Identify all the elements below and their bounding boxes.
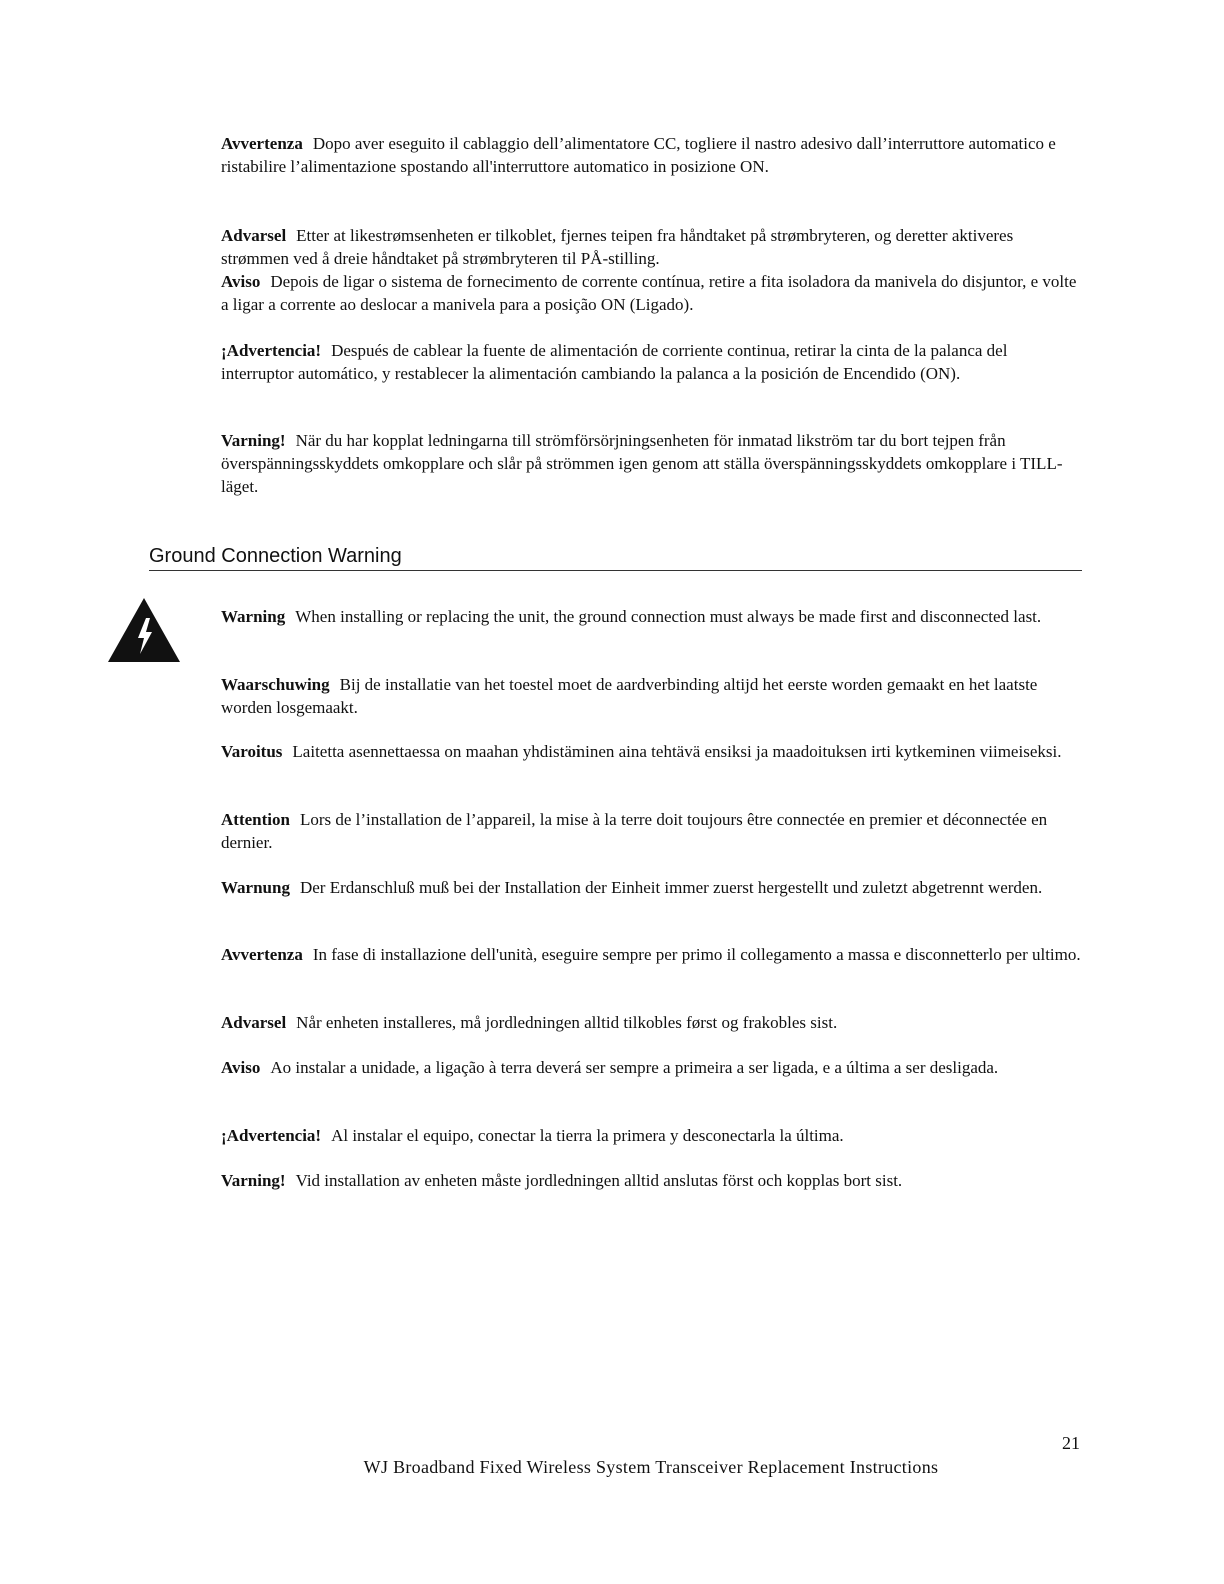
warning-keyword: Aviso <box>221 1058 261 1077</box>
warning-text: Depois de ligar o sistema de fornecimento de corrente contínua, retire a fita isoladora da manivela do disjuntor, e volte a ligar a corrente ao deslocar a manivela para a posição ON (Ligado). <box>221 272 1077 314</box>
warning-text: Bij de installatie van het toestel moet de aardverbinding altijd het eerste worden gemaakt en het laatste worden losgemaakt. <box>221 675 1038 717</box>
section-heading: Ground Connection Warning <box>149 543 1082 571</box>
ground-warning-english <box>221 605 1081 628</box>
ground-warning-finnish <box>221 740 1081 763</box>
warning-text: Dopo aver eseguito il cablaggio dell’alimentatore CC, togliere il nastro adesivo dall’interruttore automatico e ristabilire l’alimentazione spostando all'interruttore automatico in posizione ON. <box>221 134 1056 176</box>
warning-keyword: Varoitus <box>221 742 283 761</box>
ground-warning-italian <box>221 943 1081 966</box>
ground-warning-swedish <box>221 1169 1081 1192</box>
ground-warning-dutch <box>221 673 1081 719</box>
warning-text: Lors de l’installation de l’appareil, la mise à la terre doit toujours être connectée en premier et déconnectée en dernier. <box>221 810 1048 852</box>
warning-keyword: Aviso <box>221 272 261 291</box>
warning-italian-top <box>221 132 1081 178</box>
warning-text: Der Erdanschluß muß bei der Installation der Einheit immer zuerst hergestellt und zuletzt abgetrennt werden. <box>299 878 1043 897</box>
warning-text: Ao instalar a unidade, a ligação à terra deverá ser sempre a primeira a ser ligada, e a última a ser desligada. <box>270 1058 999 1077</box>
warning-keyword: Warning <box>221 607 286 626</box>
ground-warning-german <box>221 876 1081 899</box>
warning-text: Vid installation av enheten måste jordledningen alltid anslutas först och kopplas bort sist. <box>295 1171 903 1190</box>
warning-text: Når enheten installeres, må jordledningen alltid tilkobles først og frakobles sist. <box>296 1013 838 1032</box>
warning-text: In fase di installazione dell'unità, eseguire sempre per primo il collegamento a massa e disconnetterlo per ultimo. <box>312 945 1081 964</box>
warning-text: När du har kopplat ledningarna till strömförsörjningsenheten för inmatad likström tar du bort tejpen från överspänningsskyddets omkopplare och slår på strömmen igen genom att ställa överspänningsskyddets omkopplare i TILL-läget. <box>221 431 1063 496</box>
warning-norwegian-top <box>221 224 1081 270</box>
warning-text: Al instalar el equipo, conectar la tierra la primera y desconectarla la última. <box>331 1126 844 1145</box>
warning-text: Después de cablear la fuente de alimentación de corriente continua, retirar la cinta de la palanca del interruptor automático, y restablecer la alimentación cambiando la palanca a la posición de Encendido (ON). <box>221 341 1008 383</box>
warning-portuguese-top <box>221 270 1081 316</box>
warning-text: When installing or replacing the unit, the ground connection must always be made first and disconnected last. <box>295 607 1042 626</box>
warning-keyword: ¡Advertencia! <box>221 341 322 360</box>
page-number: 21 <box>1062 1433 1080 1453</box>
warning-keyword: Varning! <box>221 431 286 450</box>
warning-swedish-top <box>221 429 1081 498</box>
ground-warning-french <box>221 808 1081 854</box>
warning-keyword: Avvertenza <box>221 134 303 153</box>
warning-keyword: ¡Advertencia! <box>221 1126 322 1145</box>
warning-keyword: Advarsel <box>221 226 287 245</box>
warning-triangle-icon <box>106 596 182 664</box>
warning-keyword: Varning! <box>221 1171 286 1190</box>
ground-warning-norwegian <box>221 1011 1081 1034</box>
warning-text: Laitetta asennettaessa on maahan yhdistäminen aina tehtävä ensiksi ja maadoituksen irti kytkeminen viimeiseksi. <box>292 742 1062 761</box>
warning-text: Etter at likestrømsenheten er tilkoblet, fjernes teipen fra håndtaket på strømbryteren, og deretter aktiveres strømmen ved å dreie håndtaket på strømbryteren til PÅ-stilling. <box>221 226 1014 268</box>
warning-keyword: Avvertenza <box>221 945 303 964</box>
warning-keyword: Advarsel <box>221 1013 287 1032</box>
warning-keyword: Waarschuwing <box>221 675 330 694</box>
warning-keyword: Attention <box>221 810 290 829</box>
warning-keyword: Warnung <box>221 878 290 897</box>
ground-warning-spanish <box>221 1124 1081 1147</box>
page-footer: WJ Broadband Fixed Wireless System Transceiver Replacement Instructions <box>363 1457 939 1477</box>
ground-warning-portuguese <box>221 1056 1081 1079</box>
warning-spanish-top <box>221 339 1081 385</box>
